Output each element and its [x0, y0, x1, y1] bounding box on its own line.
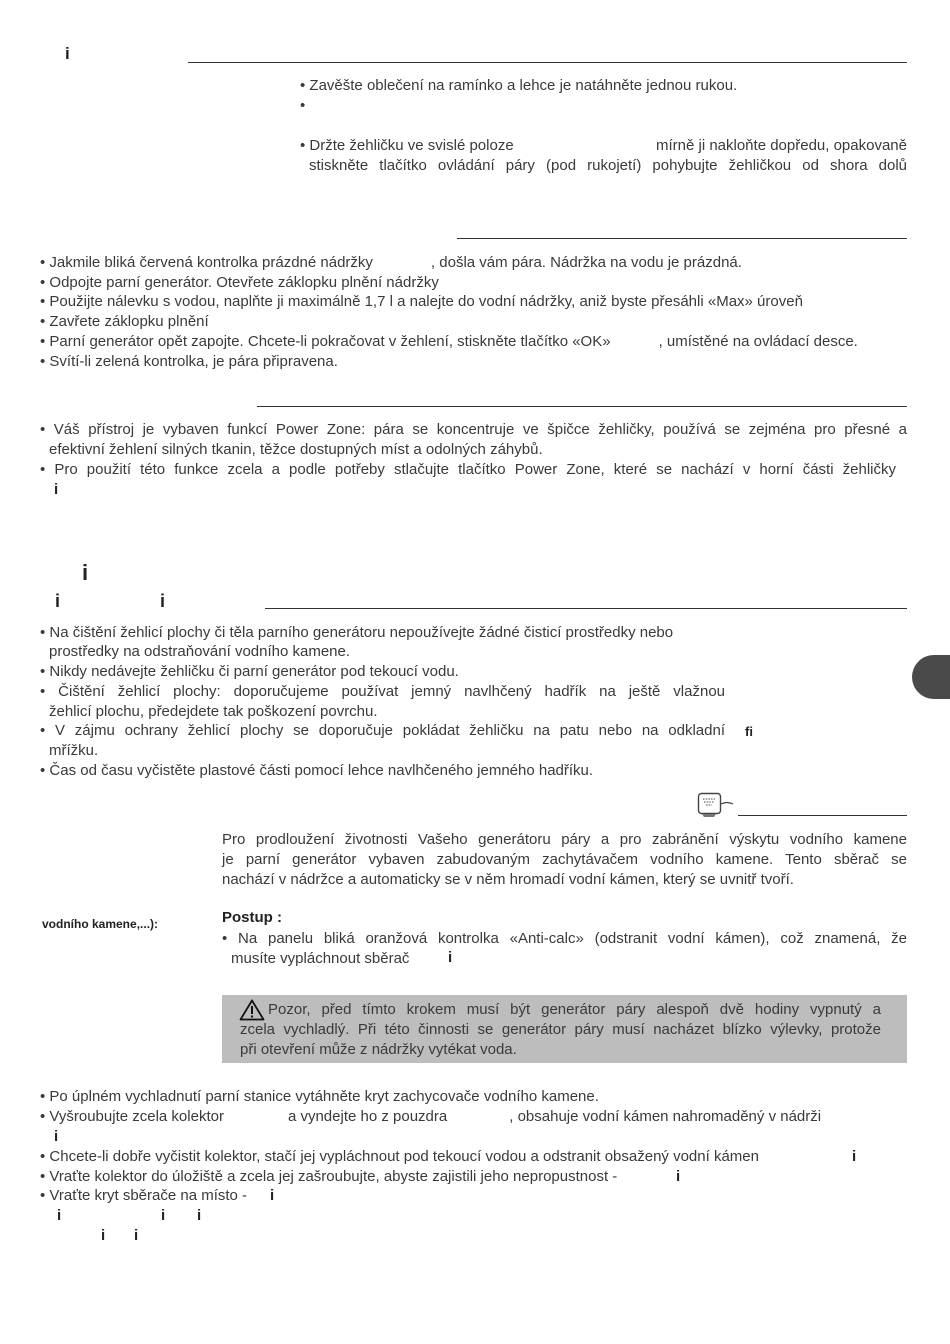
- bullet-line: • Váš přístroj je vybaven funkcí Power Zone: pára se koncentruje ve špičce žehličky, používá se zejména pro přesné a: [40, 421, 907, 438]
- paragraph-line: Pro prodloužení životnosti Vašeho generátoru páry a pro zabránění výskytu vodního kamene: [222, 831, 907, 848]
- step-marker: i: [270, 1187, 275, 1204]
- step-marker: i: [852, 1148, 857, 1165]
- bullet-line: • Chcete-li dobře vyčistit kolektor, stačí jej vypláchnout pod tekoucí vodou a odstranit obsažený vodní kámen: [40, 1148, 759, 1165]
- bullet-line: efektivní žehlení silných tkanin, těžce dostupných míst a odolných záhybů.: [49, 441, 543, 458]
- step-marker: i: [54, 1128, 59, 1145]
- bullet-line: • Vraťte kryt sběrače na místo -: [40, 1187, 248, 1204]
- step-marker: i: [448, 949, 453, 966]
- bullet-line: • V zájmu ochrany žehlicí plochy se doporučuje pokládat žehličku na patu nebo na odkladní: [40, 722, 725, 739]
- bullet-line: • Pro použití této funkce zcela a podle potřeby stlačujte tlačítko Power Zone, které se nachází v horní části žehličky: [40, 461, 896, 478]
- bullet-line: • Na panelu bliká oranžová kontrolka «Anti-calc» (odstranit vodní kámen), což znamená, že: [222, 930, 907, 947]
- section-marker: i: [65, 44, 70, 63]
- bullet-line: • Jakmile bliká červená kontrolka prázdné nádržky , došla vám pára. Nádržka na vodu je prázdná.: [40, 254, 742, 271]
- section-rule: [265, 608, 907, 609]
- step-marker: i: [161, 1207, 166, 1224]
- bullet-line: • Zavřete záklopku plnění: [40, 313, 209, 330]
- warning-line: při otevření může z nádržky vytékat voda.: [240, 1041, 517, 1058]
- section-rule: [457, 238, 907, 239]
- bullet-line: • Čištění žehlicí plochy: doporučujeme používat jemný navlhčený hadřík na ještě vlažnou: [40, 683, 725, 700]
- bullet-line: • Čas od času vyčistěte plastové části pomocí lehce navlhčeného jemného hadříku.: [40, 762, 594, 779]
- step-marker: i: [676, 1168, 681, 1185]
- bullet-line: stiskněte tlačítko ovládání páry (pod rukojetí) pohybujte žehličkou od shora dolů: [309, 157, 907, 174]
- step-marker: i: [101, 1227, 106, 1244]
- heading-marker: i: [160, 591, 166, 611]
- warning-box: [222, 995, 907, 1063]
- bullet-line: • Vraťte kolektor do úložiště a zcela jej zašroubujte, abyste zajistili jeho nepropustnost -: [40, 1168, 618, 1185]
- scale-collector-icon: [697, 792, 735, 818]
- step-marker: i: [57, 1207, 62, 1224]
- section-marker: i: [54, 481, 59, 498]
- side-label: vodního kamene,...):: [42, 917, 159, 931]
- warning-icon: [239, 999, 265, 1021]
- bullet-line: prostředky na odstraňování vodního kamene.: [49, 643, 351, 660]
- procedure-title: Postup :: [222, 909, 282, 926]
- bullet-line: • Parní generátor opět zapojte. Chcete-li pokračovat v žehlení, stiskněte tlačítko «OK» , umístěné na ovládací desce.: [40, 333, 858, 350]
- section-rule: [257, 406, 907, 407]
- bullet-line: • Odpojte parní generátor. Otevřete záklopku plnění nádržky: [40, 274, 439, 291]
- section-rule: [738, 815, 907, 816]
- bullet-line: • Vyšroubujte zcela kolektor a vyndejte ho z pouzdra , obsahuje vodní kámen nahromaděný v nádrži: [40, 1108, 822, 1125]
- bullet-line: • Po úplném vychladnutí parní stanice vytáhněte kryt zachycovače vodního kamene.: [40, 1088, 599, 1105]
- bullet-line: •: [300, 97, 306, 114]
- figure-marker: fi: [745, 724, 753, 739]
- warning-line: zcela vychladlý. Při této činnosti se generátor páry musí nacházet blízko výlevky, protože: [240, 1021, 881, 1038]
- step-marker: i: [134, 1227, 139, 1244]
- bullet-line: • Zavěšte oblečení na ramínko a lehce je natáhněte jednou rukou.: [300, 77, 738, 94]
- bullet-line: • Nikdy nedávejte žehličku či parní generátor pod tekoucí vodu.: [40, 663, 459, 680]
- section-rule: [188, 62, 907, 63]
- bullet-line: žehlicí plochu, předejdete tak poškození povrchu.: [49, 703, 378, 720]
- step-marker: i: [197, 1207, 202, 1224]
- chapter-marker: i: [82, 560, 89, 585]
- bullet-part: • Držte žehličku ve svislé poloze: [300, 137, 514, 154]
- bullet-line: • Na čištění žehlicí plochy či těla parního generátoru nepoužívejte žádné čisticí prostředky nebo: [40, 624, 674, 641]
- chapter-tab: [912, 655, 950, 699]
- bullet-line: mřížku.: [49, 742, 99, 759]
- heading-marker: i: [55, 591, 61, 611]
- paragraph-line: je parní generátor vybaven zabudovaným zachytávačem vodního kamene. Tento sběrač se: [222, 851, 907, 868]
- warning-line: Pozor, před tímto krokem musí být generátor páry alespoň dvě hodiny vypnutý a: [268, 1001, 881, 1018]
- bullet-line: • Použijte nálevku s vodou, naplňte ji maximálně 1,7 l a nalejte do vodní nádržky, aniž byste přesáhli «Max» úroveň: [40, 293, 803, 310]
- paragraph-line: nachází v nádržce a automaticky se v něm hromadí vodní kámen, který se uvnitř tvoří.: [222, 871, 794, 888]
- bullet-line: musíte vypláchnout sběrač: [231, 950, 410, 967]
- bullet-line: • Svítí-li zelená kontrolka, je pára připravena.: [40, 353, 338, 370]
- bullet-part: mírně ji nakloňte dopředu, opakovaně: [655, 137, 907, 154]
